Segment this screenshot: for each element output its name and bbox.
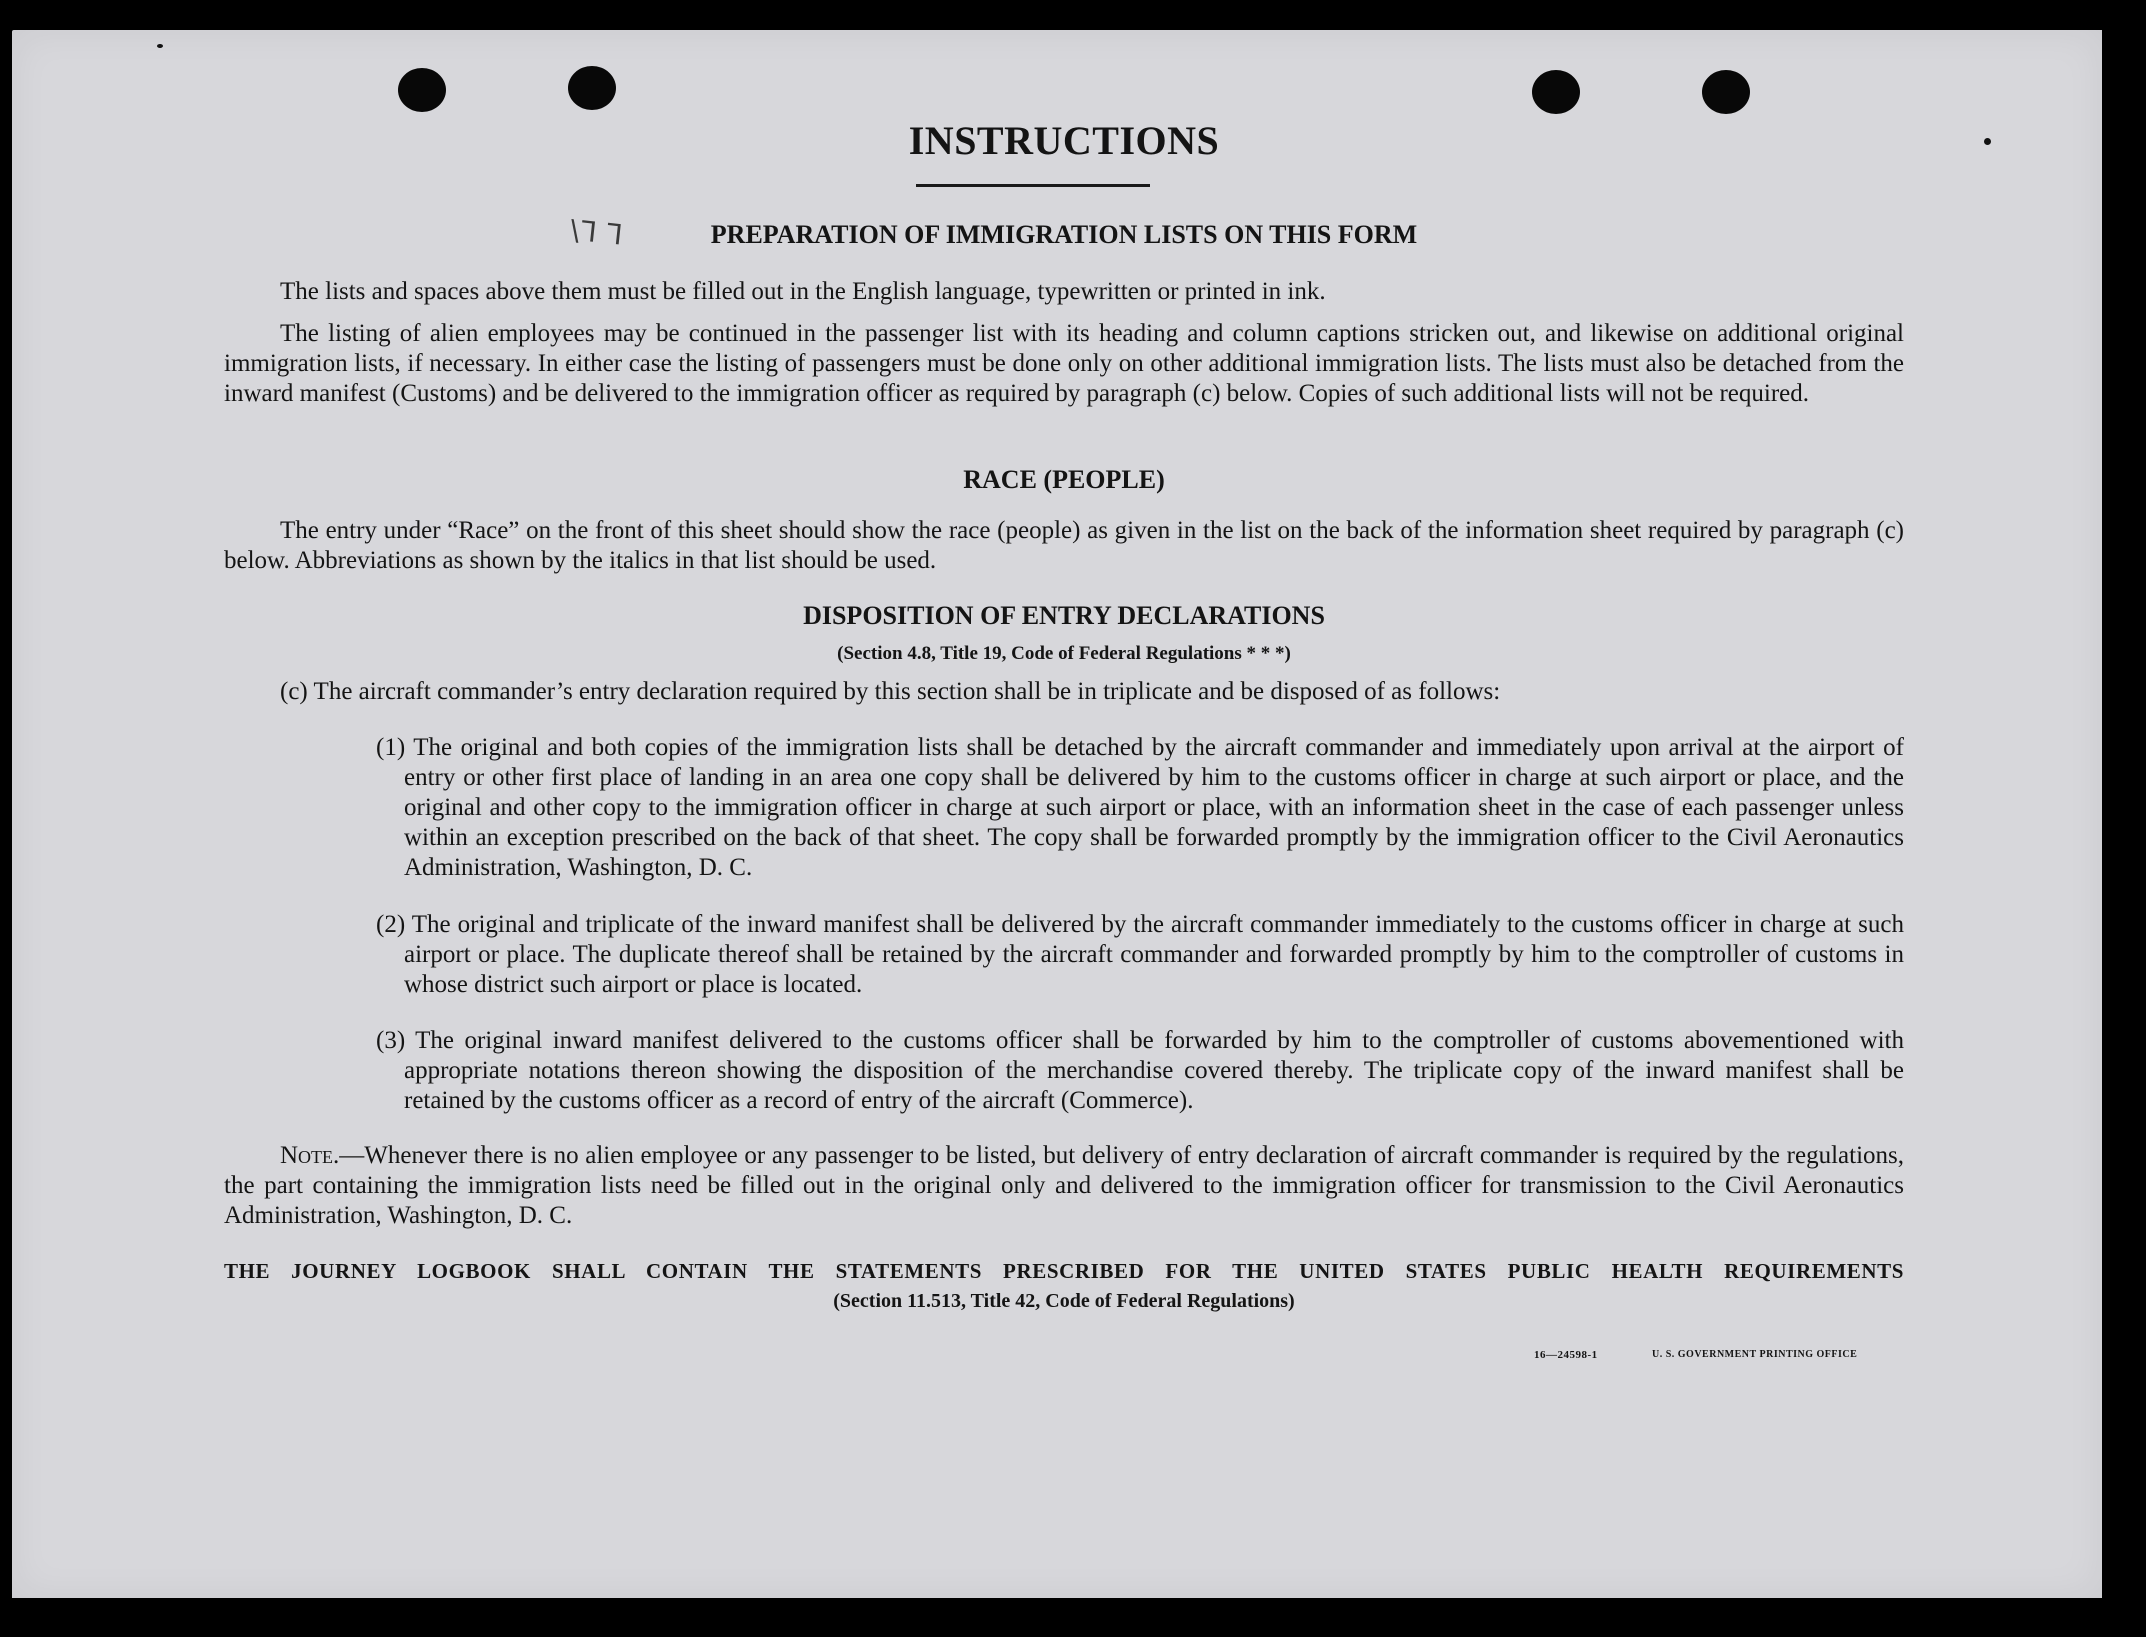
disposition-item-3: (3) The original inward manifest delivered to the customs officer shall be forwarded by him to the comptroller of customs abovementioned with appropriate notations thereon showing the disposition of the merchandise covered thereby. The triplicate copy of the inward manifest shall be retained by the customs officer as a record of entry of the aircraft (Commerce). [376,1027,1904,1114]
page-title: INSTRUCTIONS [908,118,1220,163]
preparation-paragraph-1: The lists and spaces above them must be filled out in the English language, typewritten or printed in ink. [280,278,1326,305]
form-number: 16—24598-1 [1534,1349,1598,1361]
note-paragraph [224,1141,1904,1231]
punch-hole [568,66,616,110]
disposition-item-2: (2) The original and triplicate of the inward manifest shall be delivered by the aircraft commander immediately to the customs officer in charge at such airport or place. The duplicate thereof shall be retained by the aircraft commander and forwarded promptly by him to the comptroller of customs in whose district such airport or place is located. [376,911,1904,998]
punch-hole [1702,70,1750,114]
journey-subheading: (Section 11.513, Title 42, Code of Federal Regulations) [833,1290,1295,1312]
race-heading: RACE (PEOPLE) [963,465,1165,494]
handwritten-mark: \ᒣ ᒣ [568,213,625,252]
preparation-paragraph-2: The listing of alien employees may be continued in the passenger list with its heading and column captions stricken out, and likewise on additional original immigration lists, if necessary. In either case the listing of passengers must be done only on other additional immigration lists. The lists must also be detached from the inward manifest (Customs) and be delivered to the immigration officer as required by paragraph (c) below. Copies of such additional lists will not be required. [224,320,1904,407]
punch-hole [398,68,446,112]
speck [157,44,163,48]
preparation-heading: PREPARATION OF IMMIGRATION LISTS ON THIS FORM [710,220,1418,249]
printer-credit: U. S. GOVERNMENT PRINTING OFFICE [1652,1349,1858,1360]
disposition-heading: DISPOSITION OF ENTRY DECLARATIONS [803,601,1325,630]
punch-hole [1532,70,1580,114]
title-underline [916,184,1150,187]
speck [1984,138,1991,145]
journey-logbook-statement: THE JOURNEY LOGBOOK SHALL CONTAIN THE STATEMENTS PRESCRIBED FOR THE UNITED STATES PUBLIC HEALTH REQUIREMENTS [224,1259,1904,1283]
disposition-intro: (c) The aircraft commander’s entry declaration required by this section shall be in triplicate and be disposed of as follows: [280,678,1501,705]
note-text: —Whenever there is no alien employee or any passenger to be listed, but delivery of entry declaration of aircraft commander is required by the regulations, the part containing the immigration lists need be filled out in the original only and delivered to the immigration officer for transmission to the Civil Aeronautics Administration, Washington, D. C. [224,1142,1904,1229]
race-paragraph: The entry under “Race” on the front of this sheet should show the race (people) as given in the list on the back of the information sheet required by paragraph (c) below. Abbreviations as shown by the italics in that list should be used. [224,517,1904,574]
disposition-item-1: (1) The original and both copies of the immigration lists shall be detached by the aircraft commander and immediately upon arrival at the airport of entry or other first place of landing in an area one copy shall be delivered by him to the customs officer in charge at such airport or place, and the original and other copy to the immigration officer in charge at such airport or place, with an information sheet in the case of each passenger unless within an exception prescribed on the back of that sheet. The copy shall be forwarded promptly by the immigration officer to the Civil Aeronautics Administration, Washington, D. C. [376,734,1904,881]
note-label: Note. [280,1142,340,1169]
disposition-subheading: (Section 4.8, Title 19, Code of Federal Regulations * * *) [837,643,1291,664]
